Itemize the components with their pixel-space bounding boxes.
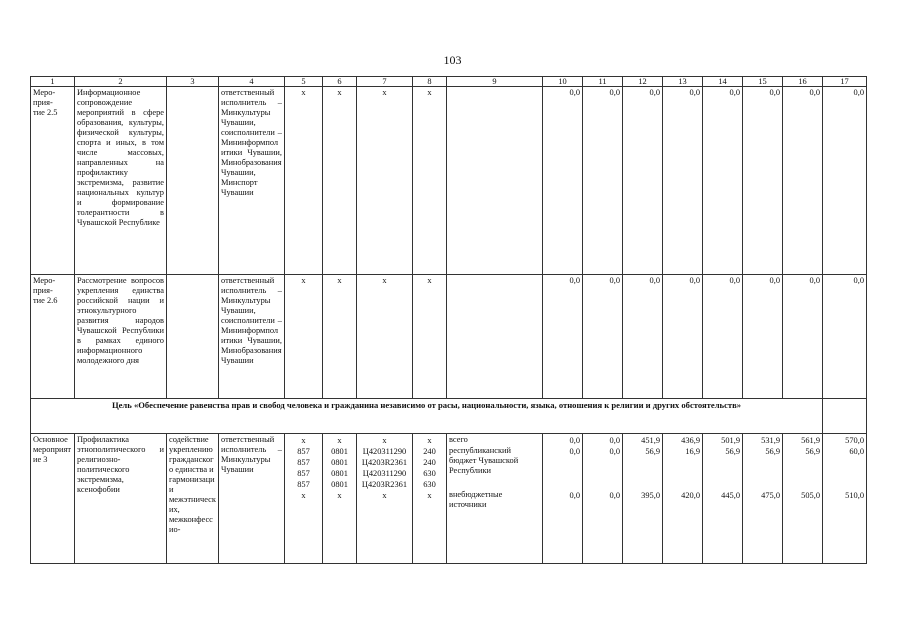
value-text: 60,0	[849, 447, 864, 456]
value-text: 570,0	[845, 436, 864, 445]
values-col-11	[583, 434, 623, 564]
values-col-15	[743, 434, 783, 564]
code-value: 630	[423, 469, 436, 478]
col-num: 1	[31, 77, 75, 87]
code-value: x	[382, 491, 387, 500]
code-value: x	[301, 491, 306, 500]
program-events-table	[30, 76, 867, 564]
value-cell: 0,0	[623, 275, 663, 399]
col-num: 10	[543, 77, 583, 87]
code-cell: x	[357, 87, 413, 275]
col-num: 17	[823, 77, 867, 87]
value-text: 56,9	[765, 447, 780, 456]
col-num: 14	[703, 77, 743, 87]
code-value: x	[427, 491, 432, 500]
code-value: Ц4203R2361	[361, 480, 408, 489]
code-value: 0801	[331, 447, 348, 456]
code-cell: x	[323, 275, 357, 399]
event-responsible: ответственный исполнитель – Минкультуры Чувашии	[219, 434, 285, 564]
code-value: x	[301, 436, 306, 445]
source-external: внебюджетные источники	[449, 490, 503, 509]
value-text: 436,9	[681, 436, 700, 445]
values-col-10	[543, 434, 583, 564]
value-cell: 0,0	[703, 87, 743, 275]
event-goal	[167, 275, 219, 399]
code-value: 0801	[331, 480, 348, 489]
event-number: Меро- прия- тие 2.6	[31, 275, 75, 399]
value-cell: 0,0	[543, 275, 583, 399]
value-text: 0,0	[569, 436, 580, 445]
col-num: 6	[323, 77, 357, 87]
value-text: 0,0	[569, 447, 580, 456]
value-text: 56,9	[805, 447, 820, 456]
col-num: 3	[167, 77, 219, 87]
event-number: Основное мероприятие 3	[31, 434, 75, 564]
event-title: Рассмотрение вопросов укрепления единства российской нации и этнокультурного развития народов Чувашской Республики в рамках единого информационного молодежного дня	[75, 275, 167, 399]
value-text: 0,0	[609, 436, 620, 445]
code-value: 240	[423, 447, 436, 456]
value-text: 0,0	[609, 491, 620, 500]
goal-row	[31, 399, 867, 434]
code-value: 240	[423, 458, 436, 467]
value-text: 531,9	[761, 436, 780, 445]
values-col-16	[783, 434, 823, 564]
value-text: 0,0	[609, 447, 620, 456]
col-num: 16	[783, 77, 823, 87]
code-cell: x	[413, 87, 447, 275]
source-total: всего	[449, 435, 468, 444]
value-cell: 0,0	[663, 87, 703, 275]
code-cell: x	[413, 275, 447, 399]
value-cell: 0,0	[623, 87, 663, 275]
value-cell: 0,0	[543, 87, 583, 275]
goal-text: Цель «Обеспечение равенства прав и свобод человека и гражданина независимо от расы, национальности, языка, отношения к религии и других обстоятельств»	[31, 399, 823, 434]
table-row	[31, 434, 867, 564]
funding-source	[447, 275, 543, 399]
code-column-5	[285, 434, 323, 564]
event-responsible: ответственный исполнитель – Минкультуры Чувашии, соисполнители – Мининформполитики Чувашии, Минобразования Чувашии	[219, 275, 285, 399]
values-col-13	[663, 434, 703, 564]
col-num: 15	[743, 77, 783, 87]
value-text: 451,9	[641, 436, 660, 445]
col-num: 12	[623, 77, 663, 87]
value-text: 395,0	[641, 491, 660, 500]
code-value: 857	[297, 469, 310, 478]
event-number: Меро- прия- тие 2.5	[31, 87, 75, 275]
event-responsible: ответственный исполнитель – Минкультуры Чувашии, соисполнители – Мининформполитики Чувашии, Минобразования Чувашии, Минспорт Чувашии	[219, 87, 285, 275]
value-text: 16,9	[685, 447, 700, 456]
value-cell: 0,0	[823, 275, 867, 399]
value-cell: 0,0	[783, 275, 823, 399]
col-num: 8	[413, 77, 447, 87]
goal-row-tail	[823, 399, 867, 434]
code-value: 630	[423, 480, 436, 489]
value-text: 56,9	[725, 447, 740, 456]
source-republic: республиканский бюджет Чувашской Республики	[449, 446, 519, 475]
code-value: Ц4203R2361	[361, 458, 408, 467]
code-value: 0801	[331, 458, 348, 467]
value-text: 501,9	[721, 436, 740, 445]
col-num: 11	[583, 77, 623, 87]
funding-source	[447, 87, 543, 275]
value-cell: 0,0	[743, 87, 783, 275]
col-num: 4	[219, 77, 285, 87]
value-cell: 0,0	[583, 87, 623, 275]
value-text: 510,0	[845, 491, 864, 500]
value-text: 561,9	[801, 436, 820, 445]
code-value: 0801	[331, 469, 348, 478]
col-num: 9	[447, 77, 543, 87]
event-title: Информационное сопровождение мероприятий в сфере образования, культуры, физической культуры, спорта и иных, в том числе массовых, направленных на профилактику экстремизма, развитие национальных культур и формирование толерантности в Чувашской Республике	[75, 87, 167, 275]
value-text: 475,0	[761, 491, 780, 500]
event-goal: содействие укреплению гражданского единства и гармонизации межэтнических, межконфессио-	[167, 434, 219, 564]
value-cell: 0,0	[783, 87, 823, 275]
table-row	[31, 87, 867, 275]
col-num: 13	[663, 77, 703, 87]
funding-sources	[447, 434, 543, 564]
column-number-row	[31, 77, 867, 87]
col-num: 5	[285, 77, 323, 87]
page-number: 103	[443, 53, 462, 67]
value-cell: 0,0	[663, 275, 703, 399]
values-col-17	[823, 434, 867, 564]
value-text: 505,0	[801, 491, 820, 500]
col-num: 2	[75, 77, 167, 87]
code-value: x	[337, 436, 342, 445]
code-column-7	[357, 434, 413, 564]
code-column-6	[323, 434, 357, 564]
values-col-14	[703, 434, 743, 564]
event-goal	[167, 87, 219, 275]
code-cell: x	[285, 275, 323, 399]
code-cell: x	[323, 87, 357, 275]
code-value: x	[427, 436, 432, 445]
value-text: 56,9	[645, 447, 660, 456]
table-row	[31, 275, 867, 399]
code-cell: x	[357, 275, 413, 399]
value-text: 0,0	[569, 491, 580, 500]
code-value: 857	[297, 458, 310, 467]
values-col-12	[623, 434, 663, 564]
value-cell: 0,0	[703, 275, 743, 399]
value-cell: 0,0	[743, 275, 783, 399]
value-text: 445,0	[721, 491, 740, 500]
code-value: 857	[297, 480, 310, 489]
value-cell: 0,0	[823, 87, 867, 275]
code-column-8	[413, 434, 447, 564]
col-num: 7	[357, 77, 413, 87]
value-text: 420,0	[681, 491, 700, 500]
value-cell: 0,0	[583, 275, 623, 399]
code-value: Ц420311290	[362, 447, 407, 456]
code-value: x	[337, 491, 342, 500]
event-title: Профилактика этнополитического и религиозно-политического экстремизма, ксенофобии	[75, 434, 167, 564]
code-value: 857	[297, 447, 310, 456]
code-value: Ц420311290	[362, 469, 407, 478]
code-value: x	[382, 436, 387, 445]
code-cell: x	[285, 87, 323, 275]
